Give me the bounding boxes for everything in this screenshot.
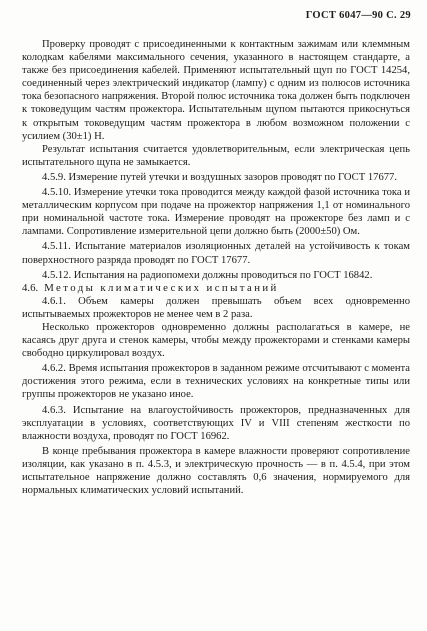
paragraph-4-6-2: 4.6.2. Время испытания прожекторов в заданном режиме отсчитывают с момента достижения этого режима, если в технических условиях на конкретные типы или группы прожекторов не указано иное. [22,363,410,401]
paragraph-4-5-10: 4.5.10. Измерение утечки тока проводится между каждой фазой источника тока и металлическим корпусом при подаче на прожектор напряжения 1,1 от номинального при номинальной частоте тока. Измерение проводят на прожекторе без ламп и с лампами. Сопротивление измерительной цепи должно быть (2000±50) Ом. [22,187,410,238]
paragraph-4-6-3: 4.6.3. Испытание на влагоустойчивость прожекторов, предназначенных для эксплуатации в условиях, соответствующих IV и VIII степеням жесткости по влажности воздуха, проводят по ГОСТ 16962. [22,404,410,442]
paragraph-placement: Несколько прожекторов одновременно должны располагаться в камере, не касаясь друг друга и стенок камеры, чтобы между прожекторами и стенками камеры свободно циркулировал воздух. [22,321,410,360]
paragraph-probe-test: Проверку проводят с присоединенными к контактным зажимам или клеммным колодкам кабелями максимального сечения, указанного в настоящем стандарте, а также без присоединения кабелей. Применяют испытательный щуп по ГОСТ 14254, соединенный через электрический индикатор (лампу) с одним из полюсов источника тока безопасного напряжения. Второй полюс источника тока должен быть подключен к токоведущим частям прожектора. Испытательным щупом пытаются прикоснуться к открытым токоведущим частям прожектора в любом возможном положении с усилием (30±1) Н. [22,39,410,142]
section-number: 4.6. [22,281,39,294]
paragraph-4-6-1: 4.6.1. Объем камеры должен превышать объем всех одновременно испытываемых прожекторов не менее чем в 2 раза. [22,295,410,320]
section-heading [22,282,410,295]
paragraph-4-5-9: 4.5.9. Измерение путей утечки и воздушных зазоров проводят по ГОСТ 17677. [42,171,397,183]
paragraph-humidity-end: В конце пребывания прожектора в камере влажности проверяют сопротивление изоляции, как указано в п. 4.5.3, и электрическую прочность — в п. 4.5.4, при этом испытательное напряжение должно составлять 0,6 значения, нормируемого для нормальных климатических условий испытаний. [22,445,410,497]
section-title: Методы климатических испытаний [44,281,279,294]
page-header: ГОСТ 6047—90 С. 29 [305,10,411,21]
paragraph-4-5-12: 4.5.12. Испытания на радиопомехи должны проводиться по ГОСТ 16842. [42,269,373,281]
paragraph-4-5-11: 4.5.11. Испытание материалов изоляционных деталей на устойчивость к токам поверхностного разряда проводят по ГОСТ 17677. [22,241,410,266]
document-body [22,38,410,497]
paragraph-probe-result: Результат испытания считается удовлетворительным, если электрическая цепь испытательного щупа не замыкается. [22,143,410,168]
